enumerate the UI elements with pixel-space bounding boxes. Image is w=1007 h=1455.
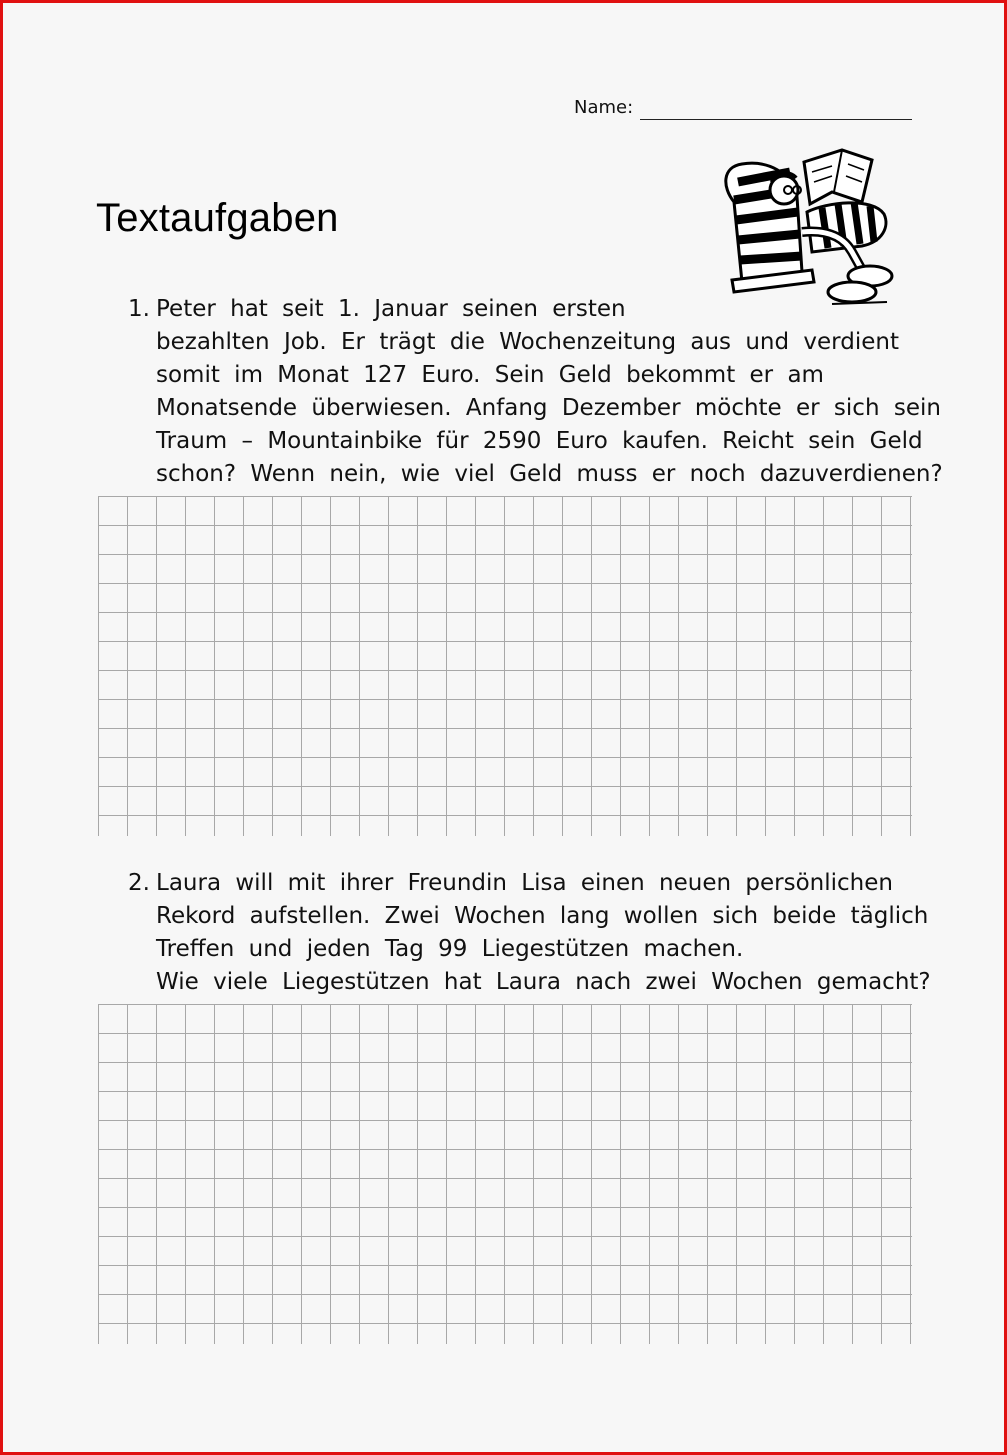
name-label: Name: [574,97,634,118]
task-2-line: Wie viele Liegestützen hat Laura nach zwei Wochen gemacht? [156,969,931,995]
task-1-answer-grid[interactable] [98,496,912,836]
task-1-number: 1. [128,296,150,322]
task-2-answer-grid[interactable] [98,1004,912,1344]
task-2-line: Treffen und jeden Tag 99 Liegestützen machen. [156,936,744,962]
task-1-line: Peter hat seit 1. Januar seinen ersten [156,296,626,322]
name-field-row [574,97,914,123]
task-1-line: bezahlten Job. Er trägt die Wochenzeitung aus und verdient [156,329,899,355]
name-write-line[interactable] [640,119,912,120]
worksheet-title: Textaufgaben [96,196,339,240]
task-1 [128,293,943,493]
task-2-line: Rekord aufstellen. Zwei Wochen lang wollen sich beide täglich [156,903,929,929]
task-1-line: schon? Wenn nein, wie viel Geld muss er noch dazuverdienen? [156,461,943,487]
man-reading-newspaper-in-armchair-icon [712,142,900,314]
task-1-line: somit im Monat 127 Euro. Sein Geld bekommt er am [156,362,824,388]
task-2-line: Laura will mit ihrer Freundin Lisa einen neuen persönlichen [156,870,893,896]
task-2 [128,867,931,1007]
task-2-number: 2. [128,870,150,896]
task-1-line: Traum – Mountainbike für 2590 Euro kaufen. Reicht sein Geld [156,428,923,454]
task-1-line: Monatsende überwiesen. Anfang Dezember möchte er sich sein [156,395,941,421]
